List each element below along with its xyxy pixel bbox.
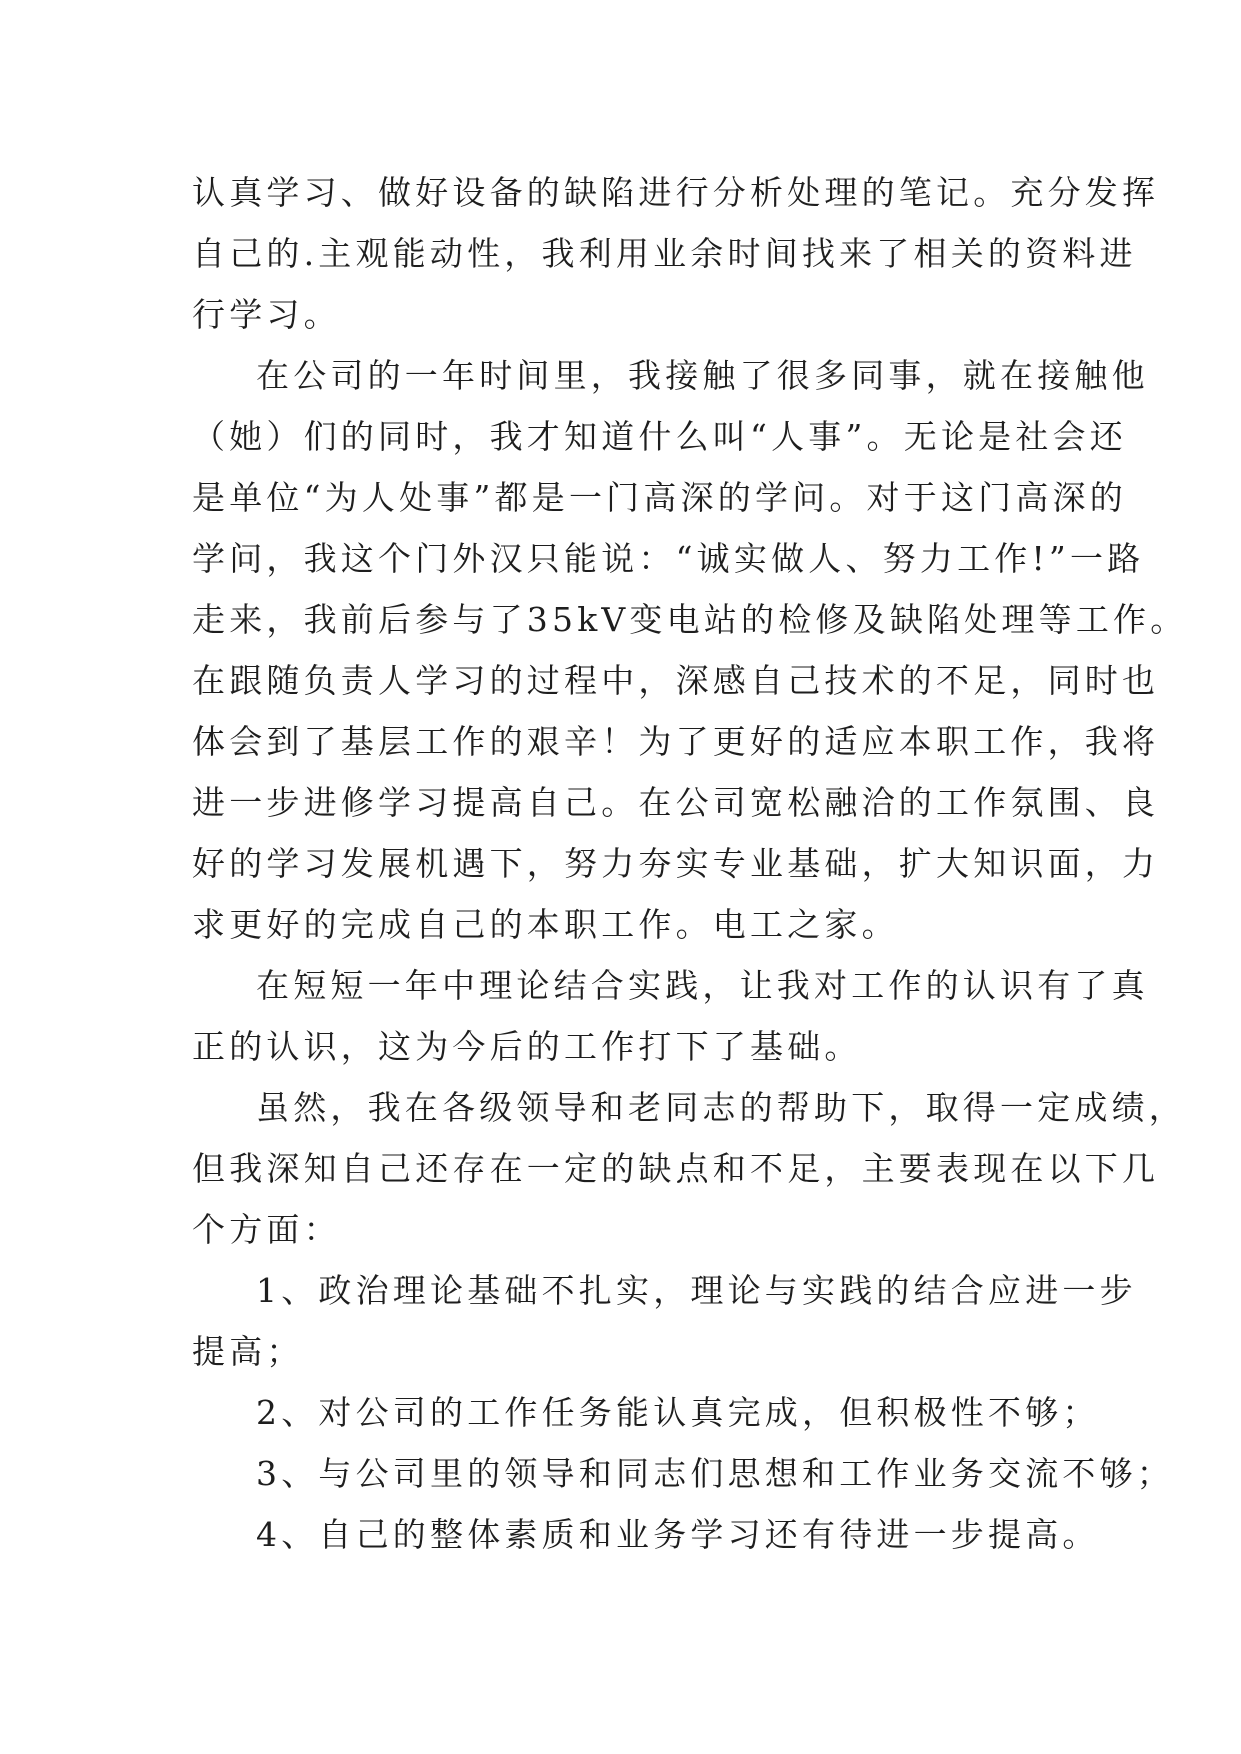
text-line: 认真学习、做好设备的缺陷进行分析处理的笔记。充分发挥	[192, 173, 1160, 212]
list-item-line: 1、政治理论基础不扎实，理论与实践的结合应进一步	[256, 1271, 1137, 1310]
text-line: 行学习。	[192, 295, 341, 334]
list-item-line: 3、与公司里的领导和同志们思想和工作业务交流不够；	[256, 1454, 1174, 1493]
paragraph-start-line: 虽然，我在各级领导和老同志的帮助下，取得一定成绩，	[256, 1088, 1186, 1127]
text-line: 好的学习发展机遇下，努力夯实专业基础，扩大知识面，力	[192, 844, 1160, 883]
paragraph-start-line: 在公司的一年时间里，我接触了很多同事，就在接触他	[256, 356, 1149, 395]
paragraph-start-line: 在短短一年中理论结合实践，让我对工作的认识有了真	[256, 966, 1149, 1005]
text-line: （她）们的同时，我才知道什么叫“人事”。无论是社会还	[192, 417, 1127, 456]
text-line: 自己的.主观能动性，我利用业余时间找来了相关的资料进	[192, 234, 1137, 273]
text-line: 个方面：	[192, 1210, 341, 1249]
text-line: 是单位“为人处事”都是一门高深的学问。对于这门高深的	[192, 478, 1127, 517]
document-body	[192, 162, 1188, 1565]
text-line: 进一步进修学习提高自己。在公司宽松融洽的工作氛围、良	[192, 783, 1160, 822]
text-line: 求更好的完成自己的本职工作。电工之家。	[192, 905, 899, 944]
list-item-line: 4、自己的整体素质和业务学习还有待进一步提高。	[256, 1515, 1100, 1554]
text-line: 正的认识，这为今后的工作打下了基础。	[192, 1027, 862, 1066]
text-line: 在跟随负责人学习的过程中，深感自己技术的不足，同时也	[192, 661, 1160, 700]
text-line: 学问，我这个门外汉只能说：“诚实做人、努力工作!”一路	[192, 539, 1145, 578]
list-item-line: 2、对公司的工作任务能认真完成，但积极性不够；	[256, 1393, 1100, 1432]
text-line: 走来，我前后参与了35kV变电站的检修及缺陷处理等工作。	[192, 600, 1188, 639]
text-line: 提高；	[192, 1332, 304, 1371]
text-line: 体会到了基层工作的艰辛！为了更好的适应本职工作，我将	[192, 722, 1160, 761]
text-line: 但我深知自己还存在一定的缺点和不足，主要表现在以下几	[192, 1149, 1160, 1188]
